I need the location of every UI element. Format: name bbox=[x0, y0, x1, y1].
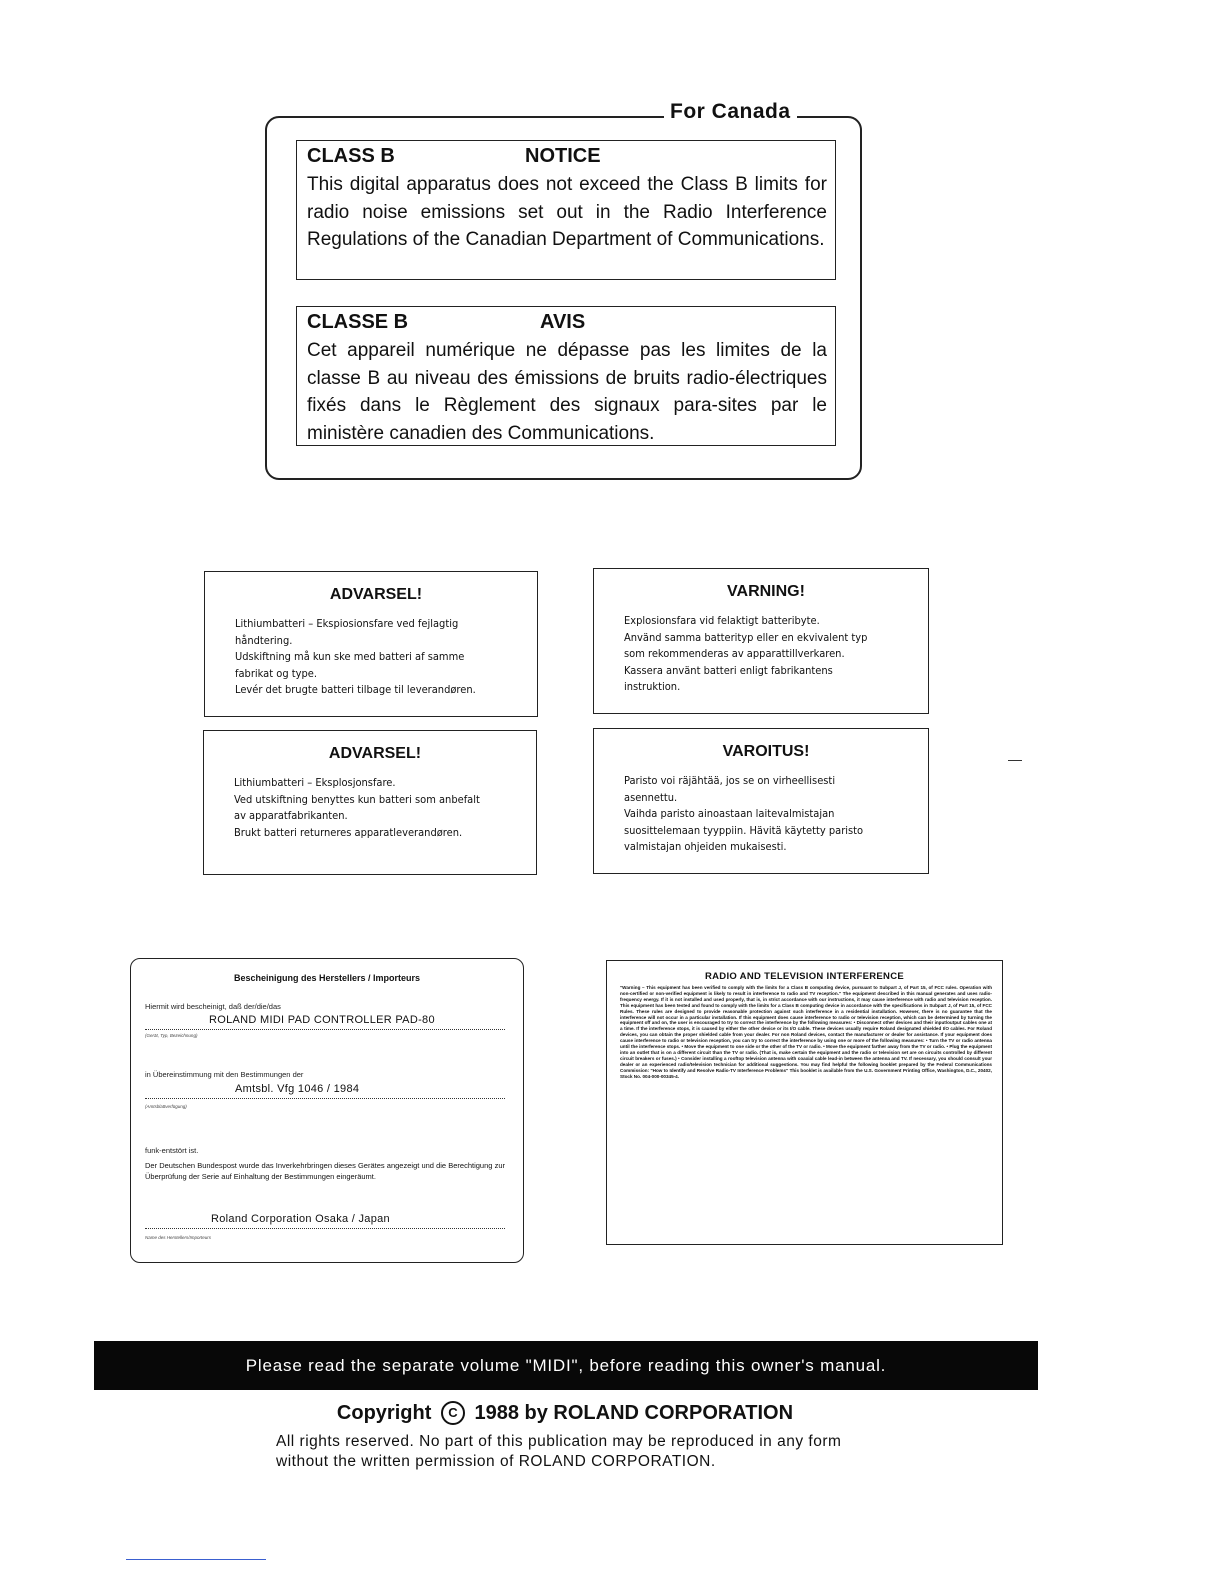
certificate-paragraph: Der Deutschen Bundespost wurde das Inverkehrbringen dieses Gerätes angezeigt und die Berechtigung zur Überprüfung der Serie auf Einhaltung der Bestimmungen eingeräumt. bbox=[145, 1161, 505, 1181]
class-b-notice-french bbox=[296, 306, 836, 446]
radio-tv-title: RADIO AND TELEVISION INTERFERENCE bbox=[704, 971, 905, 982]
copyright-line bbox=[0, 1401, 1130, 1425]
warning-text: Explosionsfara vid felaktigt batteribyte. Använd samma batterityp eller en ekvivalent typ som rekommenderas av apparattillverkaren. Kassera använt batteri enligt fabrikantens instruktion. bbox=[624, 614, 868, 693]
midi-volume-banner bbox=[94, 1341, 1038, 1390]
certificate-intro: Hiermit wird bescheinigt, daß der/die/das bbox=[145, 1002, 281, 1011]
radio-tv-text: "Warning – This equipment has been verified to comply with the limits for a Class B computing device, pursuant to Subpart J, of Part 15, of FCC rules. Operation with non-certified or non-verified equipment is likely to result in interference to radio and TV reception." The equipment described in this manual generates and uses radio-frequency energy. If it is not installed and used properly, that is, in strict accordance with our instructions, it may cause interference with radio and television reception. This equipment has been tested and found to comply with the limits for a Class B computing device in accordance with the specifications in Subpart J, of Part 15, of FCC Rules. These rules are designed to provide reasonable protection against such interference in a residential installation. However, there is no guarantee that the interference will not occur in a particular installation. If this equipment does cause interference to radio or television reception, which can be determined by turning the equipment off and on, the user is encouraged to try to correct the interference by the following measures: • Disconnect other devices and their input/output cables one at a time. If the interference stops, it is caused by either the other device or its I/O cable. These devices usually require Roland designated shielded I/O cables. For Roland devices, you can obtain the proper shielded cable from your dealer. For non Roland devices, contact the manufacturer or dealer for assistance. If your equipment does cause interference to radio or television reception, you can try to correct the interference by using one or more of the following measures: • Turn the TV or radio antenna until the interference stops. • Move the equipment to one side or the other of the TV or radio. • Move the equipment farther away from the TV or radio. • Plug the equipment into an outlet that is on a different circuit than the TV or radio. (That is, make certain the equipment and the radio or television set are on circuits controlled by different circuit breakers or fuses.) • Consider installing a rooftop television antenna with coaxial cable lead-in between the antenna and TV. If necessary, you should consult your dealer or an experienced radio/television technician for additional suggestions. You may find helpful the following booklet prepared by the Federal Communications Commission: "How to Identify and Resolve Radio-TV Interference Problems" This booklet is available from the U.S. Government Printing Office, Washington, D.C., 20402, Stock No. 004-000-00345-4. bbox=[620, 985, 992, 1079]
class-label: CLASSE B bbox=[307, 311, 409, 333]
notice-label: NOTICE bbox=[525, 145, 601, 167]
certificate-company: Roland Corporation Osaka / Japan bbox=[145, 1213, 505, 1229]
battery-warning-finnish bbox=[593, 728, 929, 874]
certificate-product: ROLAND MIDI PAD CONTROLLER PAD-80 bbox=[145, 1014, 505, 1030]
warning-title: VAROITUS! bbox=[722, 743, 810, 760]
warning-text: Lithiumbatteri – Eksplosjonsfare. Ved utskiftning benyttes kun batteri som anbefalt av apparatfabrikanten. Brukt batteri returneres apparatleverandøren. bbox=[234, 776, 480, 839]
notice-label: AVIS bbox=[540, 311, 586, 333]
copyright-symbol-icon: C bbox=[441, 1401, 465, 1425]
company-caption: Name des Herstellers/Importeurs bbox=[145, 1235, 212, 1240]
warning-title: ADVARSEL! bbox=[329, 586, 423, 603]
notice-text: This digital apparatus does not exceed the Class B limits for radio noise emissions set out in the Radio Interference Regulations of the Canadian Department of Communications. bbox=[307, 174, 827, 250]
banner-text: Please read the separate volume "MIDI", before reading this owner's manual. bbox=[245, 1355, 887, 1375]
class-b-notice-english bbox=[296, 140, 836, 280]
notice-text: Cet appareil numérique ne dépasse pas les limites de la classe B au niveau des émissions de bruits radio-électriques fixés dans le Règlement des signaux para-sites par le ministère canadien des Communications. bbox=[307, 340, 827, 444]
product-caption: (Gerät, Typ, Bezeichnung) bbox=[145, 1033, 198, 1038]
battery-warning-norwegian bbox=[203, 730, 537, 875]
compliance-intro: in Übereinstimmung mit den Bestimmungen der bbox=[145, 1070, 304, 1079]
certificate-regulation: Amtsbl. Vfg 1046 / 1984 bbox=[145, 1083, 505, 1099]
battery-warning-swedish bbox=[593, 568, 929, 714]
battery-warning-danish bbox=[204, 571, 538, 717]
certificate-status: funk-entstört ist. bbox=[145, 1146, 199, 1155]
copyright-suffix: 1988 by ROLAND CORPORATION bbox=[474, 1402, 794, 1424]
warning-text: Lithiumbatteri – Ekspiosionsfare ved fejlagtig håndtering. Udskiftning må kun ske med batteri af samme fabrikat og type. Levér det brugte batteri tilbage til leverandøren. bbox=[235, 617, 476, 696]
canada-notice-title: For Canada bbox=[664, 100, 797, 124]
scan-artifact-line bbox=[126, 1559, 266, 1560]
regulation-caption: (Amtsblattverfügung) bbox=[145, 1104, 187, 1109]
scan-artifact-mark bbox=[1008, 760, 1022, 761]
notice-header bbox=[307, 311, 827, 337]
warning-text: Paristo voi räjähtää, jos se on virheellisesti asennettu. Vaihda paristo ainoastaan laitevalmistajan suosittelemaan tyyppiin. Hävitä käytetty paristo valmistajan ohjeiden mukaisesti. bbox=[624, 774, 864, 853]
certificate-title: Bescheinigung des Herstellers / Importeurs bbox=[233, 973, 421, 983]
warning-title: VARNING! bbox=[727, 583, 805, 600]
notice-header bbox=[307, 145, 827, 171]
class-label: CLASS B bbox=[307, 145, 395, 167]
rights-reserved-text: All rights reserved. No part of this publication may be reproduced in any form without the written permission of ROLAND CORPORATION. bbox=[276, 1433, 842, 1470]
warning-title: ADVARSEL! bbox=[328, 745, 422, 762]
copyright-prefix: Copyright bbox=[336, 1402, 432, 1424]
